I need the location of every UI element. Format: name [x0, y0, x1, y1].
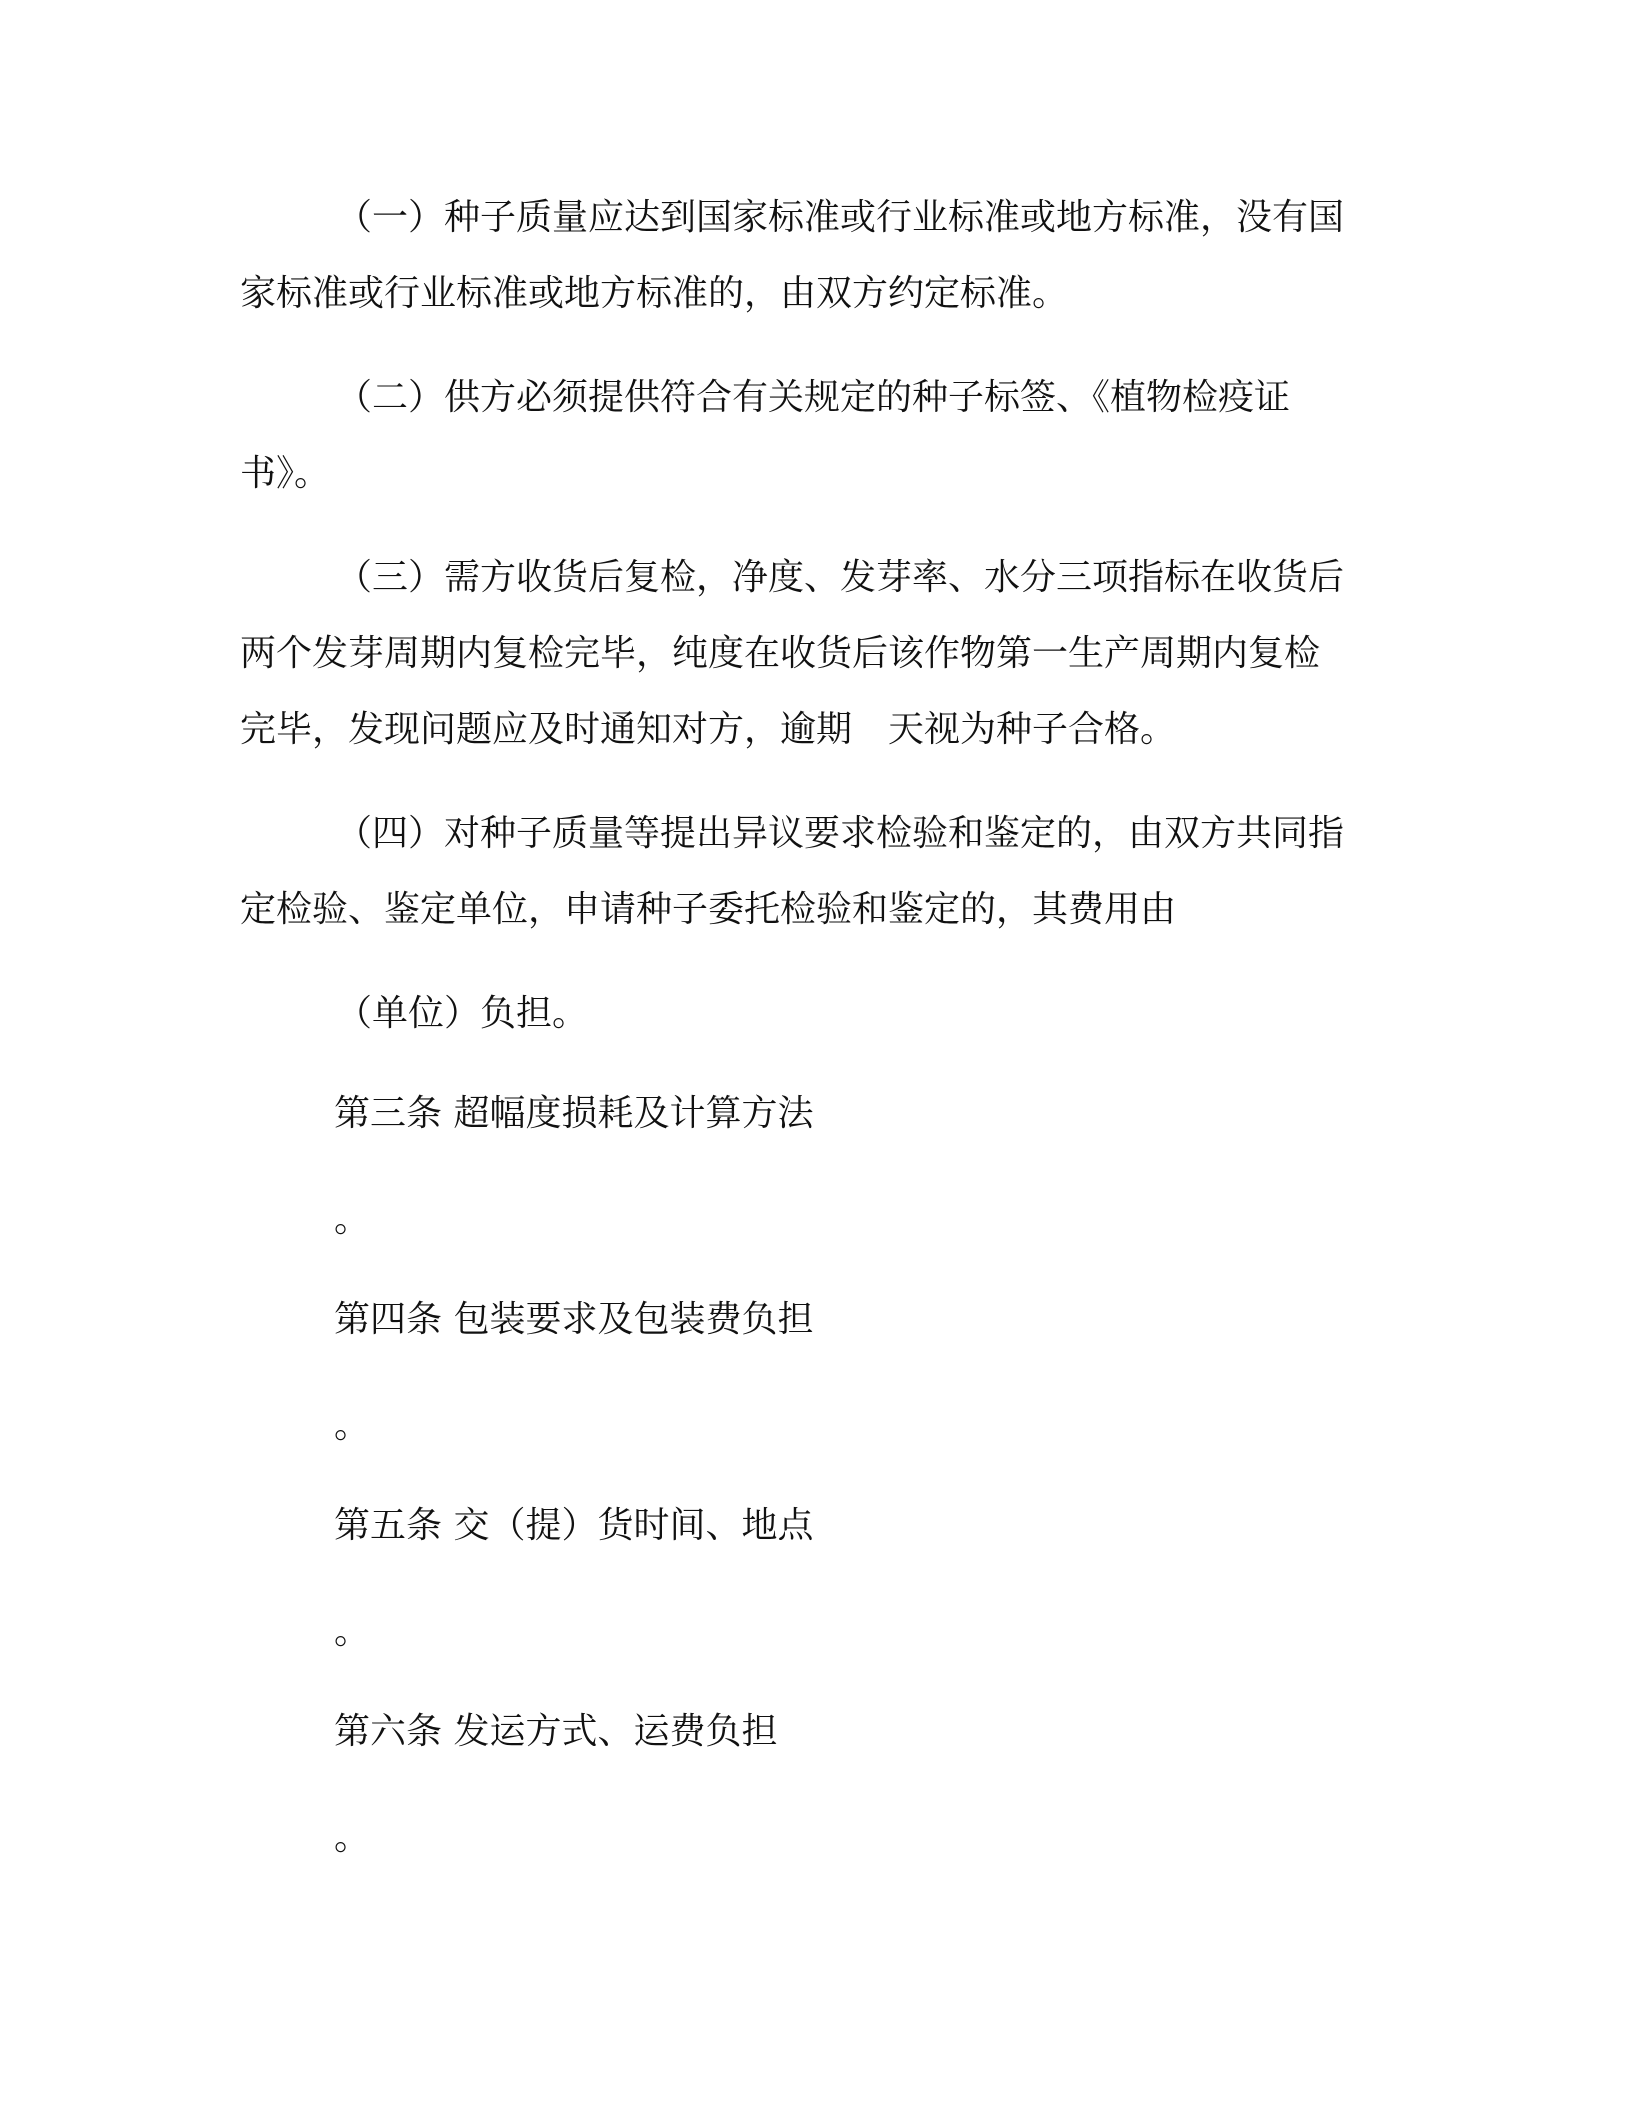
item-4-line-2: 定检验、鉴定单位，申请种子委托检验和鉴定的，其费用由 — [240, 889, 1177, 930]
article-3-heading: 第三条 超幅度损耗及计算方法 — [334, 1093, 814, 1134]
item-4-line-1: （四）对种子质量等提出异议要求检验和鉴定的，由双方共同指 — [336, 813, 1345, 854]
article-5-blank: 。 — [334, 1611, 371, 1652]
item-3-line-3: 完毕，发现问题应及时通知对方，逾期 天视为种子合格。 — [240, 709, 1177, 750]
item-3-line-1: （三）需方收货后复检，净度、发芽率、水分三项指标在收货后 — [336, 557, 1345, 598]
item-1-line-2: 家标准或行业标准或地方标准的，由双方约定标准。 — [240, 273, 1069, 314]
item-4-line-3: （单位）负担。 — [336, 993, 589, 1034]
article-4-heading: 第四条 包装要求及包装费负担 — [334, 1299, 814, 1340]
article-4-blank: 。 — [334, 1405, 371, 1446]
item-2-line-2: 书》。 — [240, 453, 331, 494]
item-3-line-2: 两个发芽周期内复检完毕，纯度在收货后该作物第一生产周期内复检 — [240, 633, 1321, 674]
item-2-line-1: （二）供方必须提供符合有关规定的种子标签、《植物检疫证 — [336, 377, 1291, 418]
article-5-heading: 第五条 交（提）货时间、地点 — [334, 1505, 814, 1546]
article-6-heading: 第六条 发运方式、运费负担 — [334, 1711, 778, 1752]
article-3-blank: 。 — [334, 1199, 371, 1240]
item-1-line-1: （一）种子质量应达到国家标准或行业标准或地方标准，没有国 — [336, 197, 1345, 238]
article-6-blank: 。 — [334, 1817, 371, 1858]
